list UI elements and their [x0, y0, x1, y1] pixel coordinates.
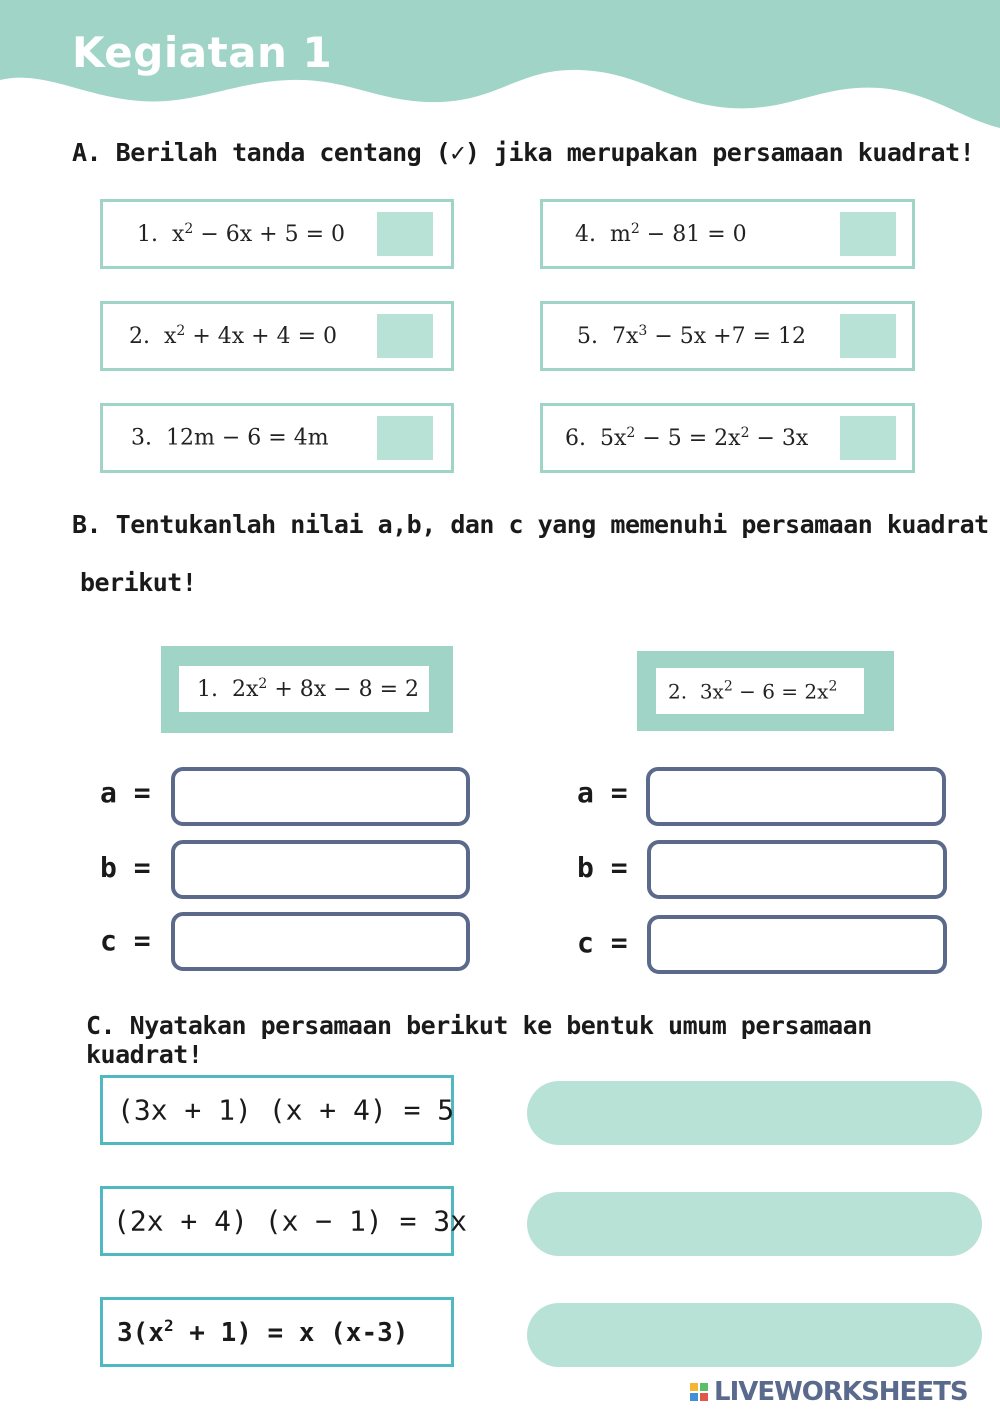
section-b-problem-1-frame: [161, 646, 453, 733]
section-c-item-2: [100, 1186, 468, 1256]
section-c-answer-2-input[interactable]: [527, 1192, 982, 1256]
label-c-2: c =: [577, 926, 628, 959]
equation-2: 2. $x^2 + 4x + 4 = 0$: [129, 322, 338, 350]
section-b-problem-2: [656, 668, 864, 714]
section-a-item-5: [540, 301, 915, 371]
section-c-equation-2: (2x + 4) (x − 1) = 3x: [113, 1204, 468, 1238]
equation-1: 1. $x^2 - 6x + 5 = 0$: [137, 220, 346, 248]
answer-c-2-input[interactable]: [647, 915, 947, 974]
label-a-1: a =: [100, 776, 151, 809]
section-b-instruction-line-2: berikut!: [80, 568, 197, 597]
equation-3: 3. 12m − 6 = 4m: [131, 425, 329, 451]
section-b-instruction-line-1: B. Tentukanlah nilai a,b, dan c yang memenuhi persamaan kuadrat: [72, 510, 989, 539]
section-a-item-1: [100, 199, 454, 269]
label-b-2: b =: [577, 851, 628, 884]
check-box-1[interactable]: [377, 212, 433, 256]
answer-b-2-input[interactable]: [647, 840, 947, 899]
section-c-item-3: [100, 1297, 454, 1367]
section-b-problem-1: [179, 666, 429, 712]
equation-5: 5. $7x^3 - 5x +7 = 12$: [577, 322, 806, 350]
label-b-1: b =: [100, 851, 151, 884]
section-c-item-1: [100, 1075, 454, 1145]
check-box-4[interactable]: [840, 212, 896, 256]
liveworksheets-logo: [690, 1374, 968, 1410]
liveworksheets-logo-icon: [690, 1383, 708, 1401]
problem-2-equation: 2. $3x^2 - 6 = 2x^2$: [668, 678, 838, 704]
label-a-2: a =: [577, 776, 628, 809]
answer-c-1-input[interactable]: [171, 912, 470, 971]
section-c-answer-3-input[interactable]: [527, 1303, 982, 1367]
check-box-5[interactable]: [840, 314, 896, 358]
answer-a-1-input[interactable]: [171, 767, 470, 826]
section-a-item-3: [100, 403, 454, 473]
answer-a-2-input[interactable]: [646, 767, 946, 826]
section-a-item-4: [540, 199, 915, 269]
section-a-instruction: A. Berilah tanda centang (✓) jika merupakan persamaan kuadrat!: [72, 138, 975, 167]
section-c-equation-3: $3(x^2 + 1) = x$ (x-3): [117, 1316, 409, 1348]
answer-b-1-input[interactable]: [171, 840, 470, 899]
label-c-1: c =: [100, 924, 151, 957]
section-c-equation-1: (3x + 1) (x + 4) = 5: [117, 1093, 455, 1127]
section-a-item-2: [100, 301, 454, 371]
equation-4: 4. $m^2 - 81 = 0$: [575, 220, 747, 248]
page-title: Kegiatan 1: [72, 28, 333, 77]
liveworksheets-logo-text: LIVEWORKSHEETS: [714, 1377, 968, 1407]
check-box-6[interactable]: [840, 416, 896, 460]
check-box-2[interactable]: [377, 314, 433, 358]
section-a-item-6: [540, 403, 915, 473]
problem-1-equation: 1. $2x^2 + 8x - 8 = 2$: [197, 675, 419, 703]
section-c-instruction: C. Nyatakan persamaan berikut ke bentuk umum persamaan kuadrat!: [86, 1011, 872, 1069]
check-box-3[interactable]: [377, 416, 433, 460]
section-b-problem-2-frame: [637, 651, 894, 731]
section-c-answer-1-input[interactable]: [527, 1081, 982, 1145]
equation-6: 6. $5x^2 - 5 = 2x^2 - 3x$: [565, 424, 809, 452]
